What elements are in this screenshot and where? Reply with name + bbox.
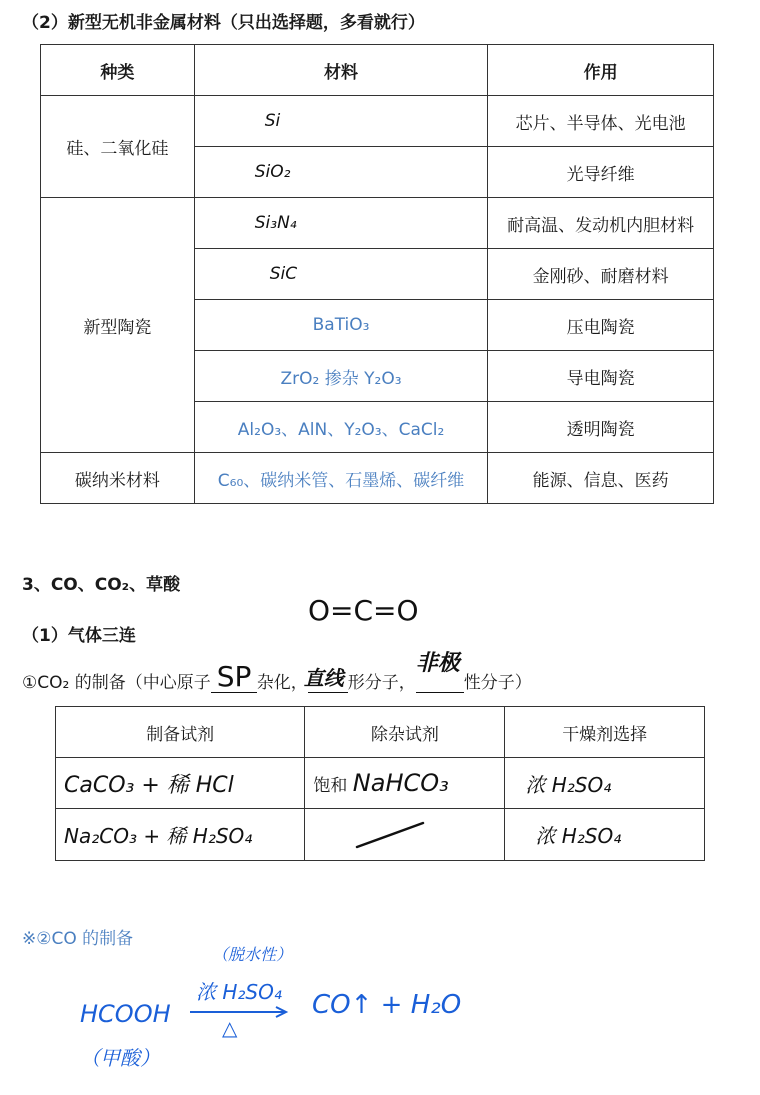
- use-cell: 芯片、半导体、光电池: [488, 96, 714, 147]
- materials-table: [40, 44, 714, 504]
- table-header-row: [56, 707, 705, 758]
- header-use: 作用: [488, 45, 714, 96]
- table-row: [41, 96, 714, 147]
- handwritten-condition: 浓 H₂SO₄: [196, 980, 282, 1004]
- header-category: 种类: [41, 45, 195, 96]
- category-ceramics: 新型陶瓷: [41, 198, 195, 453]
- co2-mid1: 杂化，: [256, 673, 308, 693]
- handwritten-shape: 直线: [303, 666, 344, 690]
- handwritten-dryer: 浓 H₂SO₄: [505, 809, 705, 861]
- impurity-cell-dash: [305, 809, 505, 861]
- handwritten-dryer: 浓 H₂SO₄: [505, 758, 705, 809]
- section-heading-new-materials: （2）新型无机非金属材料（只出选择题，多看就行）: [22, 13, 425, 33]
- use-cell: 光导纤维: [488, 147, 714, 198]
- header-material: 材料: [194, 45, 488, 96]
- table-row: [41, 198, 714, 249]
- co2-reagent-table: [55, 706, 705, 861]
- handwritten-structure: O=C=O: [308, 594, 419, 627]
- table-row: [56, 809, 705, 861]
- co2-prefix: ①CO₂ 的制备（中心原子: [22, 673, 211, 693]
- category-silicon: 硅、二氧化硅: [41, 96, 195, 198]
- use-cell: 压电陶瓷: [488, 300, 714, 351]
- handwritten-material: Si₃N₄: [194, 198, 488, 249]
- material-cell: Al₂O₃、AlN、Y₂O₃、CaCl₂: [194, 402, 488, 453]
- handwritten-material: SiO₂: [194, 147, 488, 198]
- material-cell: C₆₀、碳纳米管、石墨烯、碳纤维: [194, 453, 488, 504]
- handwritten-hybrid: SP: [216, 660, 252, 693]
- header-dryer: 干燥剂选择: [505, 707, 705, 758]
- use-cell: 耐高温、发动机内胆材料: [488, 198, 714, 249]
- co2-mid2: 形分子，: [347, 673, 416, 693]
- dash-stroke: [313, 809, 503, 855]
- category-nano: 碳纳米材料: [41, 453, 195, 504]
- table-row: [41, 453, 714, 504]
- table-header-row: [41, 45, 714, 96]
- blank-shape: [303, 666, 348, 693]
- co-prep-title: ※②CO 的制备: [22, 929, 134, 949]
- handwritten-product: CO↑ + H₂O: [312, 990, 462, 1020]
- handwritten-condition-top: （脱水性）: [212, 945, 293, 964]
- handwritten-polarity: 非极: [415, 651, 460, 676]
- co2-suffix: 性分子）: [463, 673, 532, 693]
- subheading-gas: （1）气体三连: [22, 626, 136, 646]
- impurity-cell: [305, 758, 505, 809]
- blank-hybrid: [211, 660, 257, 693]
- co2-prep-line: [22, 651, 532, 693]
- handwritten-material: SiC: [194, 249, 488, 300]
- use-cell: 金刚砂、耐磨材料: [488, 249, 714, 300]
- handwritten-reactant-note: （甲酸）: [80, 1046, 160, 1070]
- use-cell: 导电陶瓷: [488, 351, 714, 402]
- blank-polarity: [415, 651, 464, 693]
- handwritten-impurity: NaHCO₃: [352, 769, 449, 797]
- section-heading-co: 3、CO、CO₂、草酸: [22, 575, 181, 595]
- header-reagent: 制备试剂: [56, 707, 305, 758]
- reaction-arrow-icon: [186, 1004, 296, 1020]
- handwritten-heat: △: [222, 1016, 238, 1040]
- use-cell: 透明陶瓷: [488, 402, 714, 453]
- material-cell: ZrO₂ 掺杂 Y₂O₃: [194, 351, 488, 402]
- material-cell: BaTiO₃: [194, 300, 488, 351]
- header-impurity: 除杂试剂: [305, 707, 505, 758]
- handwritten-reagent: CaCO₃ + 稀 HCl: [56, 758, 305, 809]
- impurity-prefix: 饱和: [313, 776, 348, 796]
- handwritten-reactant: HCOOH: [80, 1000, 171, 1028]
- handwritten-reagent: Na₂CO₃ + 稀 H₂SO₄: [56, 809, 305, 861]
- handwritten-material: Si: [194, 96, 488, 147]
- use-cell: 能源、信息、医药: [488, 453, 714, 504]
- table-row: [56, 758, 705, 809]
